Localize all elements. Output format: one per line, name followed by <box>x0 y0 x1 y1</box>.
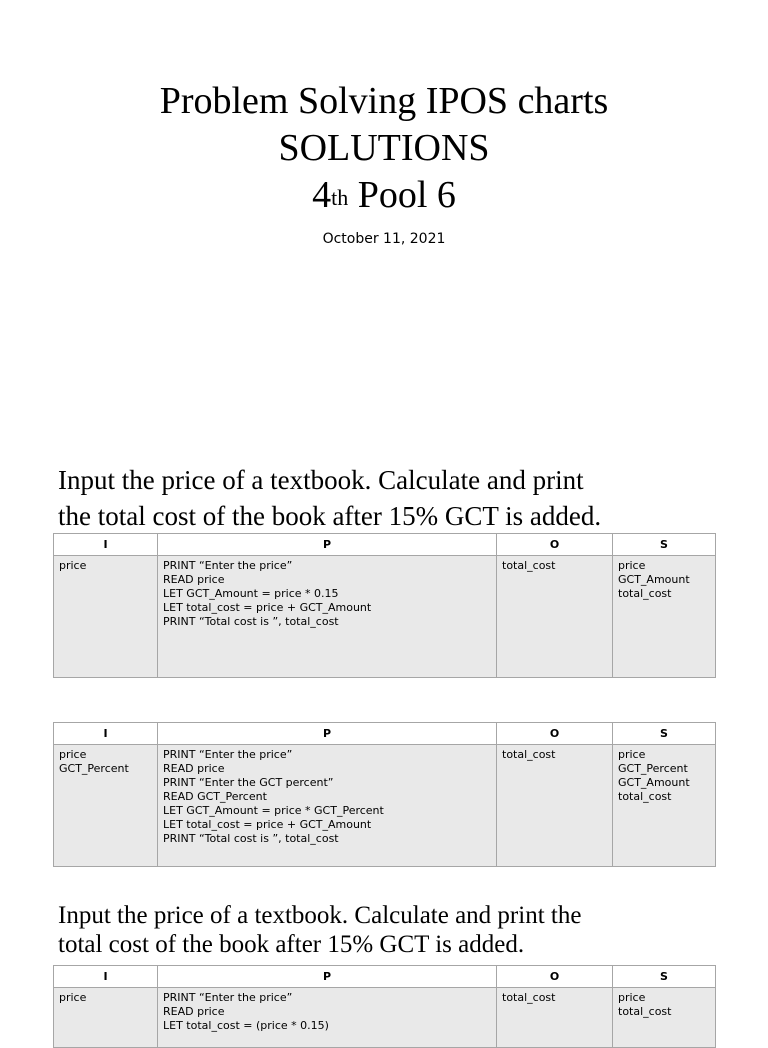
ipos-table-1 <box>53 533 716 678</box>
header-input: I <box>54 534 158 556</box>
header-storage: S <box>613 723 716 745</box>
process-cell: PRINT “Enter the price” READ price LET GCT_Amount = price * 0.15 LET total_cost = price + GCT_Amount PRINT “Total cost is ”, total_cost <box>158 556 497 678</box>
header-output: O <box>497 966 613 988</box>
question-2-line-2: total cost of the book after 15% GCT is added. <box>58 931 525 958</box>
document-date: October 11, 2021 <box>322 231 446 247</box>
header-process: P <box>158 966 497 988</box>
table-row <box>54 988 716 1048</box>
header-storage: S <box>613 966 716 988</box>
input-cell: price <box>54 556 158 678</box>
process-cell: PRINT “Enter the price” READ price LET total_cost = (price * 0.15) <box>158 988 497 1048</box>
header-process: P <box>158 723 497 745</box>
storage-cell: price total_cost <box>613 988 716 1048</box>
process-cell: PRINT “Enter the price” READ price PRINT “Enter the GCT percent” READ GCT_Percent LET GCT_Amount = price * GCT_Percent LET total_cost = price + GCT_Amount PRINT “Total cost is ”, total_cost <box>158 745 497 867</box>
storage-cell: price GCT_Amount total_cost <box>613 556 716 678</box>
header-input: I <box>54 966 158 988</box>
input-cell: price <box>54 988 158 1048</box>
question-1-line-2: the total cost of the book after 15% GCT is added. <box>58 501 602 531</box>
ipos-table-2 <box>53 722 716 867</box>
question-2 <box>58 901 581 959</box>
title-line-1: Problem Solving IPOS charts <box>159 80 609 122</box>
storage-cell: price GCT_Percent GCT_Amount total_cost <box>613 745 716 867</box>
output-cell: total_cost <box>497 988 613 1048</box>
ipos-table-3 <box>53 965 716 1048</box>
title-line-2: SOLUTIONS <box>278 127 490 169</box>
output-cell: total_cost <box>497 556 613 678</box>
document-title <box>0 78 768 219</box>
input-cell: price GCT_Percent <box>54 745 158 867</box>
question-1 <box>58 462 601 534</box>
question-2-line-1: Input the price of a textbook. Calculate and print the <box>58 902 582 929</box>
table-row <box>54 745 716 867</box>
table-header-row <box>54 966 716 988</box>
table-header-row <box>54 534 716 556</box>
header-output: O <box>497 723 613 745</box>
table-header-row <box>54 723 716 745</box>
header-storage: S <box>613 534 716 556</box>
header-input: I <box>54 723 158 745</box>
title-line-3: 4th Pool 6 <box>312 174 456 216</box>
header-output: O <box>497 534 613 556</box>
table-row <box>54 556 716 678</box>
header-process: P <box>158 534 497 556</box>
output-cell: total_cost <box>497 745 613 867</box>
question-1-line-1: Input the price of a textbook. Calculate and print <box>58 465 584 495</box>
